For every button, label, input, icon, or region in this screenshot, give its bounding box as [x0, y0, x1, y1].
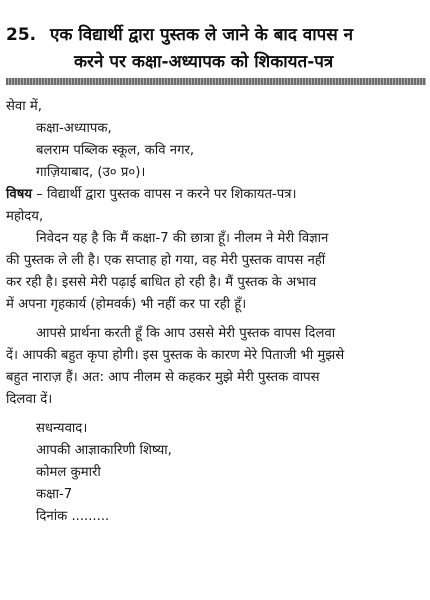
question-number: 25. — [6, 25, 37, 45]
paragraph-1-line: में अपना गृहकार्य (होमवर्क) भी नहीं कर पा रही हूँ। — [6, 297, 247, 312]
paragraph-1-line: निवेदन यह है कि मैं कक्षा-7 की छात्रा हूँ। नीलम ने मेरी विज्ञान — [36, 231, 329, 246]
subject-text: – विद्यार्थी द्वारा पुस्तक वापस न करने पर शिकायत-पत्र। — [32, 187, 297, 202]
address-line-1: कक्षा-अध्यापक, — [36, 121, 112, 136]
address-line-2: बलराम पब्लिक स्कूल, कवि नगर, — [36, 143, 195, 158]
letter-body — [6, 96, 422, 528]
closing-thanks: सधन्यवाद। — [36, 421, 88, 436]
address-line-3: गाज़ियाबाद, (उ० प्र०)। — [36, 165, 146, 180]
title-line-2: करने पर कक्षा-अध्यापक को शिकायत-पत्र — [74, 52, 334, 72]
paragraph-1 — [6, 228, 422, 316]
paragraph-2-line: दिलवा दें। — [6, 392, 53, 407]
question-title — [6, 22, 426, 76]
sender-class: कक्षा-7 — [36, 487, 73, 502]
title-text-1: एक विद्यार्थी द्वारा पुस्तक ले जाने के बाद वापस न — [50, 25, 354, 45]
paragraph-1-line: की पुस्तक ले ली है। एक सप्ताह हो गया, वह मेरी पुस्तक वापस नहीं — [6, 253, 326, 268]
subject-line — [6, 184, 422, 206]
salutation-to: सेवा में, — [6, 99, 42, 114]
subject-label: विषय — [6, 187, 33, 202]
sender-name: कोमल कुमारी — [36, 465, 101, 480]
paragraph-2 — [6, 323, 422, 411]
closing-signoff: आपकी आज्ञाकारिणी शिष्या, — [36, 443, 172, 458]
date-line: दिनांक ......... — [36, 509, 110, 524]
paragraph-2-line: दें। आपकी बहुत कृपा होगी। इस पुस्तक के कारण मेरे पिताजी भी मुझसे — [6, 348, 345, 363]
paragraph-2-line: आपसे प्रार्थना करती हूँ कि आप उससे मेरी पुस्तक वापस दिलवा — [36, 326, 336, 341]
title-divider — [6, 78, 426, 85]
title-line-1 — [6, 22, 426, 49]
paragraph-1-line: कर रही है। इससे मेरी पढ़ाई बाधित हो रही है। मैं पुस्तक के अभाव — [6, 275, 317, 290]
greeting: महोदय, — [6, 209, 44, 224]
paragraph-2-line: बहुत नाराज़ हैं। अत: आप नीलम से कहकर मुझे मेरी पुस्तक वापस — [6, 370, 320, 385]
